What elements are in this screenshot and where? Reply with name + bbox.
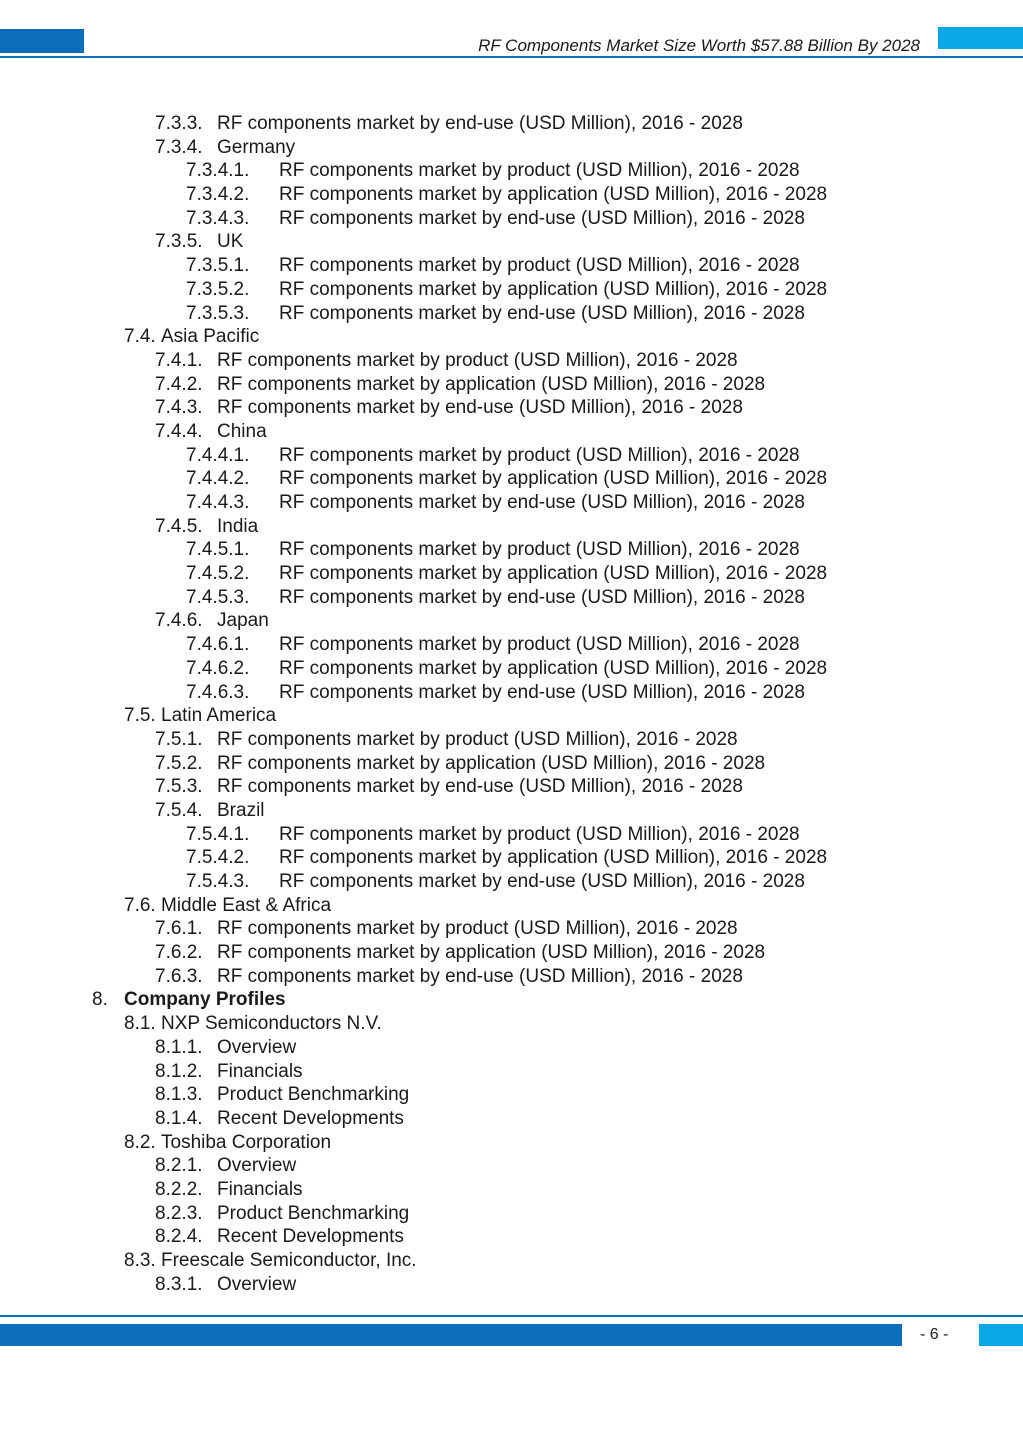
toc-entry-number: 7.6.3. (155, 965, 203, 987)
toc-entry-title: Germany (217, 136, 296, 158)
table-of-contents (0, 112, 1023, 1296)
toc-entry[interactable] (0, 444, 1023, 468)
header-title: RF Components Market Size Worth $57.88 Billion By 2028 (478, 36, 920, 55)
toc-entry[interactable] (0, 159, 1023, 183)
toc-entry-title: Overview (217, 1273, 297, 1295)
toc-entry-number: 8.2.3. (155, 1202, 203, 1224)
toc-entry[interactable] (0, 112, 1023, 136)
toc-entry[interactable] (0, 1131, 1023, 1155)
toc-entry[interactable] (0, 1273, 1023, 1297)
toc-entry-number: 8.3. (124, 1250, 156, 1271)
page-number: - 6 - (920, 1326, 949, 1343)
toc-entry-title: RF components market by product (USD Million), 2016 - 2028 (217, 918, 738, 940)
toc-entry-title: Freescale Semiconductor, Inc. (161, 1250, 417, 1271)
toc-entry-number: 8.1. (124, 1013, 156, 1035)
toc-entry[interactable] (0, 420, 1023, 444)
toc-entry-title: RF components market by end-use (USD Million), 2016 - 2028 (217, 965, 743, 987)
toc-entry-number: 8.1.3. (155, 1084, 203, 1106)
toc-entry-title: RF components market by product (USD Million), 2016 - 2028 (279, 444, 800, 466)
toc-entry-title: RF components market by application (USD Million), 2016 - 2028 (279, 184, 828, 206)
toc-entry[interactable] (0, 302, 1023, 326)
toc-entry-number: 7.6.1. (155, 918, 203, 940)
toc-entry-title: Asia Pacific (161, 326, 260, 348)
toc-entry-number: 7.4.3. (155, 397, 203, 419)
toc-entry-number: 7.4.6.3. (186, 681, 250, 703)
toc-entry-title: RF components market by end-use (USD Million), 2016 - 2028 (217, 397, 743, 419)
toc-entry-number: 8.1.4. (155, 1107, 203, 1129)
toc-entry-title: RF components market by product (USD Million), 2016 - 2028 (279, 539, 800, 561)
toc-entry[interactable] (0, 704, 1023, 728)
toc-entry-title: RF components market by product (USD Million), 2016 - 2028 (217, 728, 738, 750)
toc-entry-number: 7.4. (124, 326, 156, 348)
toc-entry-number: 7.3.5.2. (186, 278, 250, 300)
toc-entry-number: 8.2.2. (155, 1178, 203, 1200)
toc-entry[interactable] (0, 538, 1023, 562)
toc-entry-number: 7.5. (124, 705, 156, 727)
toc-entry-number: 7.6. (124, 894, 156, 916)
toc-entry[interactable] (0, 562, 1023, 586)
toc-entry-number: 8.3.1. (155, 1273, 203, 1295)
toc-entry-number: 7.4.6.1. (186, 634, 250, 656)
toc-entry[interactable] (0, 396, 1023, 420)
toc-entry-title: Company Profiles (124, 989, 286, 1011)
toc-entry[interactable] (0, 325, 1023, 349)
toc-entry-number: 7.3.5.3. (186, 302, 250, 324)
toc-entry-number: 7.5.4.3. (186, 871, 250, 892)
toc-entry-title: Recent Developments (217, 1107, 404, 1129)
toc-entry-number: 7.3.4.1. (186, 160, 250, 182)
header-accent-left (0, 29, 84, 53)
toc-entry-number: 7.4.5. (155, 515, 203, 537)
toc-entry[interactable] (0, 1083, 1023, 1107)
toc-entry-title: China (217, 420, 267, 442)
header-accent-right (938, 27, 1023, 49)
toc-entry[interactable] (0, 1107, 1023, 1131)
toc-entry-number: 7.4.5.3. (186, 586, 250, 608)
toc-entry[interactable] (0, 349, 1023, 373)
toc-entry-title: RF components market by application (USD Million), 2016 - 2028 (217, 373, 766, 395)
toc-entry-title: RF components market by end-use (USD Million), 2016 - 2028 (217, 113, 743, 134)
toc-entry-title: Product Benchmarking (217, 1202, 410, 1224)
toc-entry-number: 8.2.4. (155, 1226, 203, 1248)
toc-entry-title: India (217, 515, 259, 537)
toc-entry[interactable] (0, 1036, 1023, 1060)
toc-entry-title: RF components market by end-use (USD Million), 2016 - 2028 (279, 681, 805, 703)
header-rule (0, 56, 1023, 58)
toc-entry[interactable] (0, 965, 1023, 989)
toc-entry-title: RF components market by application (USD Million), 2016 - 2028 (279, 847, 828, 869)
toc-entry-number: 7.5.1. (155, 728, 203, 750)
toc-entry-title: RF components market by end-use (USD Million), 2016 - 2028 (279, 302, 805, 324)
toc-entry-number: 7.5.4.2. (186, 847, 250, 869)
toc-entry-title: Recent Developments (217, 1226, 404, 1248)
toc-entry-number: 7.4.2. (155, 373, 203, 395)
toc-entry-title: RF components market by application (USD Million), 2016 - 2028 (279, 563, 828, 585)
toc-entry-title: RF components market by application (USD Million), 2016 - 2028 (279, 657, 828, 679)
toc-entry-number: 7.3.4.3. (186, 207, 250, 229)
toc-entry-title: RF components market by end-use (USD Million), 2016 - 2028 (279, 492, 805, 513)
toc-entry-number: 7.3.5.1. (186, 255, 250, 277)
toc-entry-number: 7.3.5. (155, 231, 203, 253)
toc-entry[interactable] (0, 207, 1023, 231)
toc-entry-number: 7.5.2. (155, 752, 203, 774)
toc-entry-number: 7.4.6.2. (186, 657, 250, 679)
toc-entry[interactable] (0, 1060, 1023, 1084)
toc-entry[interactable] (0, 823, 1023, 847)
toc-entry-title: NXP Semiconductors N.V. (161, 1013, 382, 1035)
toc-entry[interactable] (0, 1012, 1023, 1036)
toc-entry-number: 7.6.2. (155, 942, 203, 964)
toc-entry-title: RF components market by application (USD Million), 2016 - 2028 (217, 752, 766, 774)
toc-entry-title: RF components market by end-use (USD Million), 2016 - 2028 (279, 871, 805, 892)
toc-entry-number: 7.4.4. (155, 420, 203, 442)
toc-entry-number: 7.4.5.1. (186, 539, 250, 561)
toc-entry[interactable] (0, 609, 1023, 633)
toc-entry-title: Toshiba Corporation (161, 1131, 332, 1153)
toc-entry-title: UK (217, 231, 244, 253)
toc-entry-title: RF components market by product (USD Million), 2016 - 2028 (279, 160, 800, 182)
toc-entry[interactable] (0, 230, 1023, 254)
toc-entry-title: RF components market by end-use (USD Million), 2016 - 2028 (217, 776, 743, 798)
toc-entry-number: 7.5.3. (155, 776, 203, 798)
toc-entry-number: 7.5.4. (155, 799, 203, 821)
footer-rule (0, 1315, 1023, 1317)
toc-entry[interactable] (0, 491, 1023, 515)
toc-entry-title: RF components market by application (USD Million), 2016 - 2028 (217, 942, 766, 964)
toc-entry[interactable] (0, 1249, 1023, 1273)
toc-entry-title: RF components market by product (USD Million), 2016 - 2028 (279, 255, 800, 277)
toc-entry-title: Overview (217, 1155, 297, 1177)
toc-entry-number: 8.1.2. (155, 1060, 203, 1082)
toc-entry[interactable] (0, 752, 1023, 776)
toc-entry[interactable] (0, 988, 1023, 1012)
toc-entry[interactable] (0, 870, 1023, 894)
toc-entry-number: 7.4.4.2. (186, 468, 250, 490)
toc-entry-title: Brazil (217, 799, 265, 821)
toc-entry-title: Overview (217, 1036, 297, 1058)
toc-entry[interactable] (0, 1154, 1023, 1178)
toc-entry[interactable] (0, 515, 1023, 539)
toc-entry[interactable] (0, 183, 1023, 207)
toc-entry-title: Product Benchmarking (217, 1084, 410, 1106)
toc-entry[interactable] (0, 775, 1023, 799)
toc-entry-number: 8. (92, 989, 108, 1011)
toc-entry-title: RF components market by product (USD Million), 2016 - 2028 (279, 634, 800, 656)
toc-entry-number: 7.3.4.2. (186, 184, 250, 206)
toc-entry[interactable] (0, 728, 1023, 752)
toc-entry[interactable] (0, 278, 1023, 302)
toc-entry[interactable] (0, 799, 1023, 823)
toc-entry-title: RF components market by end-use (USD Million), 2016 - 2028 (279, 586, 805, 608)
toc-entry[interactable] (0, 586, 1023, 610)
toc-entry[interactable] (0, 846, 1023, 870)
toc-entry-number: 8.2. (124, 1131, 156, 1153)
toc-entry-number: 7.3.3. (155, 113, 203, 134)
footer-accent-right (979, 1324, 1023, 1346)
toc-entry-number: 7.5.4.1. (186, 823, 250, 845)
toc-entry-title: Japan (217, 610, 269, 632)
toc-entry-number: 8.2.1. (155, 1155, 203, 1177)
toc-entry[interactable] (0, 657, 1023, 681)
toc-entry-title: Latin America (161, 705, 277, 727)
toc-entry[interactable] (0, 894, 1023, 918)
toc-entry-number: 8.1.1. (155, 1036, 203, 1058)
toc-entry[interactable] (0, 1202, 1023, 1226)
toc-entry[interactable] (0, 633, 1023, 657)
toc-entry-title: Financials (217, 1178, 303, 1200)
footer-bar (0, 1324, 902, 1346)
toc-entry-number: 7.4.4.1. (186, 444, 250, 466)
toc-entry[interactable] (0, 467, 1023, 491)
toc-entry-title: Financials (217, 1060, 303, 1082)
toc-entry-number: 7.4.6. (155, 610, 203, 632)
toc-entry[interactable] (0, 941, 1023, 965)
toc-entry-number: 7.3.4. (155, 136, 203, 158)
toc-entry-number: 7.4.1. (155, 349, 203, 371)
toc-entry[interactable] (0, 254, 1023, 278)
toc-entry-title: RF components market by product (USD Million), 2016 - 2028 (217, 349, 738, 371)
toc-entry-number: 7.4.4.3. (186, 492, 250, 513)
toc-entry[interactable] (0, 373, 1023, 397)
toc-entry[interactable] (0, 1178, 1023, 1202)
toc-entry-title: RF components market by product (USD Million), 2016 - 2028 (279, 823, 800, 845)
toc-entry-title: Middle East & Africa (161, 894, 332, 916)
toc-entry[interactable] (0, 136, 1023, 160)
toc-entry-number: 7.4.5.2. (186, 563, 250, 585)
toc-entry-title: RF components market by end-use (USD Million), 2016 - 2028 (279, 207, 805, 229)
toc-entry-title: RF components market by application (USD Million), 2016 - 2028 (279, 278, 828, 300)
toc-entry[interactable] (0, 1225, 1023, 1249)
toc-entry[interactable] (0, 917, 1023, 941)
toc-entry[interactable] (0, 681, 1023, 705)
toc-entry-title: RF components market by application (USD Million), 2016 - 2028 (279, 468, 828, 490)
